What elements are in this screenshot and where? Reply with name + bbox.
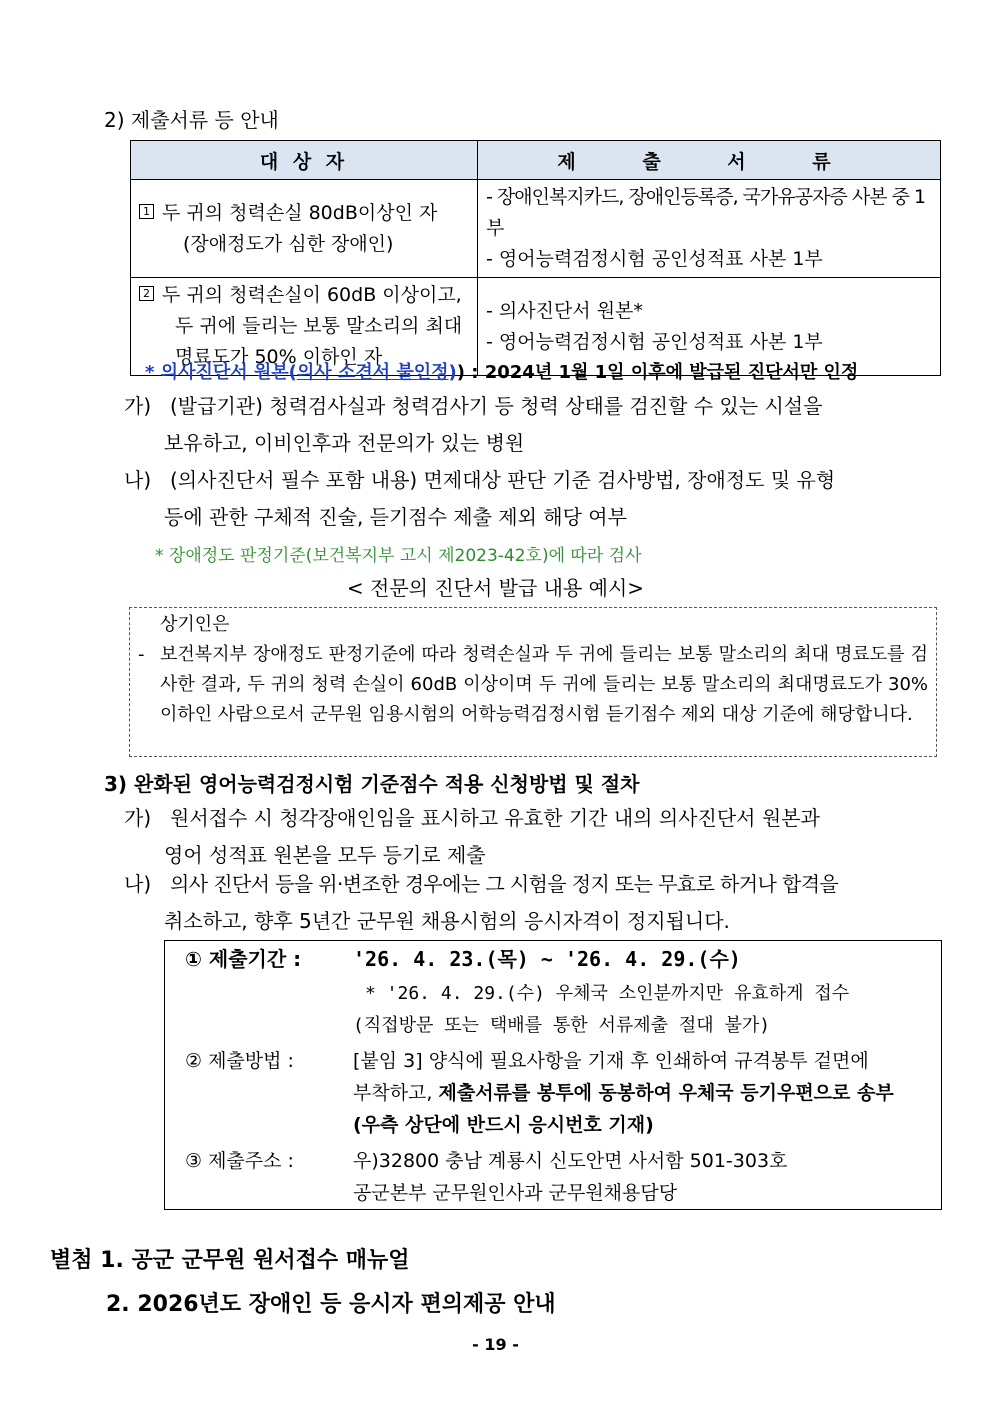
paragraph-line: 보유하고, 이비인후과 전문의가 있는 병원	[164, 431, 525, 455]
paragraph-ga	[124, 388, 944, 462]
documents-table	[130, 140, 941, 376]
example-title: < 전문의 진단서 발급 내용 예시>	[346, 576, 645, 600]
header-target: 대 상 자	[131, 141, 478, 180]
method-value: [붙임 3] 양식에 필요사항을 기재 후 인쇄하여 규격봉투 겉면에	[353, 1050, 869, 1072]
paragraph-label: 가)	[124, 394, 152, 418]
target-cell	[131, 180, 478, 278]
address-value: 우)32800 충남 계룡시 신도안면 사서함 501-303호	[353, 1150, 788, 1172]
document-line: - 영어능력검정시험 공인성적표 사본 1부	[486, 248, 823, 270]
paragraph-na	[124, 462, 944, 536]
s3-paragraph-na	[124, 866, 944, 940]
paragraph-line: 영어 성적표 원본을 모두 등기로 제출	[164, 843, 486, 867]
section-2-title: 2) 제출서류 등 안내	[104, 108, 279, 132]
example-dash: -	[138, 644, 145, 665]
paragraph-line: 원서접수 시 청각장애인임을 표시하고 유효한 기간 내의 의사진단서 원본과	[170, 806, 820, 830]
diagnosis-note	[145, 358, 858, 384]
documents-cell	[478, 180, 941, 278]
method-emphasis: 제출서류를 봉투에 동봉하여 우체국 등기우편으로 송부	[438, 1082, 894, 1104]
target-line: 두 귀의 청력손실 80dB이상인 자	[162, 201, 438, 224]
example-body: 보건복지부 장애정도 판정기준에 따라 청력손실과 두 귀에 들리는 보통 말소리의 최대 명료도를 검사한 결과, 두 귀의 청력 손실이 60dB 이상이며 두 귀에 들리는 보통 말소리의 최대명료도가 30%이하인 사람으로서 군무원 임용시험의 어학능력검정시험 듣기점수 제외 대상 기준에 해당합니다.	[160, 644, 928, 725]
note-prefix: * 의사진단서 원본(	[145, 362, 297, 383]
number-box-icon: 1	[139, 204, 154, 219]
paragraph-line: (의사진단서 필수 포함 내용) 면제대상 판단 기준 검사방법, 장애정도 및 유형	[170, 468, 836, 492]
submission-address-row	[185, 1145, 788, 1178]
submission-box	[164, 940, 942, 1210]
period-note: (직접방문 또는 택배를 통한 서류제출 절대 불가)	[353, 1015, 771, 1036]
number-box-icon: 2	[139, 286, 154, 301]
example-box	[129, 607, 937, 757]
paragraph-label: 나)	[124, 872, 152, 896]
paragraph-label: 나)	[124, 468, 152, 492]
method-value: 부착하고,	[353, 1082, 439, 1104]
target-line: (장애정도가 심한 장애인)	[183, 232, 394, 255]
paragraph-line: (발급기관) 청력검사실과 청력검사기 등 청력 상태를 검진할 수 있는 시설을	[170, 394, 823, 418]
address-value: 공군본부 군무원인사과 군무원채용담당	[353, 1182, 678, 1204]
s3-paragraph-ga	[124, 800, 944, 874]
paragraph-line: 취소하고, 향후 5년간 군무원 채용시험의 응시자격이 정지됩니다.	[164, 909, 730, 933]
period-value: '26. 4. 23.(목) ~ '26. 4. 29.(수)	[353, 947, 741, 971]
criteria-note: * 장애정도 판정기준(보건복지부 고시 제2023-42호)에 따라 검사	[155, 546, 642, 566]
document-line: - 장애인복지카드, 장애인등록증, 국가유공자증 사본 중 1부	[486, 186, 926, 239]
submission-method-row	[185, 1045, 869, 1078]
note-underlined: 의사 소견서 불인정	[296, 362, 449, 383]
period-key: ① 제출기간 :	[185, 947, 302, 971]
document-line: - 영어능력검정시험 공인성적표 사본 1부	[486, 330, 823, 353]
submission-period-row	[185, 943, 741, 976]
table-row	[131, 180, 941, 278]
example-intro: 상기인은	[160, 614, 230, 635]
document-line: - 의사진단서 원본*	[486, 299, 643, 322]
header-documents: 제 출 서 류	[478, 141, 941, 180]
paragraph-line: 등에 관한 구체적 진술, 듣기점수 제출 제외 해당 여부	[164, 505, 627, 529]
method-key: ② 제출방법 :	[185, 1050, 294, 1072]
attachment-2: 2. 2026년도 장애인 등 응시자 편의제공 안내	[106, 1292, 556, 1317]
page-number: - 19 -	[472, 1335, 519, 1354]
target-line: 두 귀에 들리는 보통 말소리의 최대	[175, 315, 463, 337]
note-suffix: ) : 2024년 1월 1일 이후에 발급된 진단서만 인정	[456, 362, 859, 383]
address-key: ③ 제출주소 :	[185, 1150, 294, 1172]
table-header-row	[131, 141, 941, 180]
attachment-1: 별첨 1. 공군 군무원 원서접수 매뉴얼	[50, 1248, 410, 1273]
period-note: * '26. 4. 29.(수) 우체국 소인분까지만 유효하게 접수	[365, 983, 850, 1004]
method-emphasis: (우측 상단에 반드시 응시번호 기재)	[353, 1114, 654, 1136]
paragraph-line: 의사 진단서 등을 위·변조한 경우에는 그 시험을 정지 또는 무효로 하거나 합격을	[170, 872, 839, 896]
section-3-title: 3) 완화된 영어능력검정시험 기준점수 적용 신청방법 및 절차	[104, 772, 640, 796]
note-close: )	[448, 362, 457, 383]
paragraph-label: 가)	[124, 806, 152, 830]
target-line: 명료도가 50% 이하인 자	[175, 346, 383, 368]
target-line: 두 귀의 청력손실이 60dB 이상이고,	[162, 284, 462, 306]
